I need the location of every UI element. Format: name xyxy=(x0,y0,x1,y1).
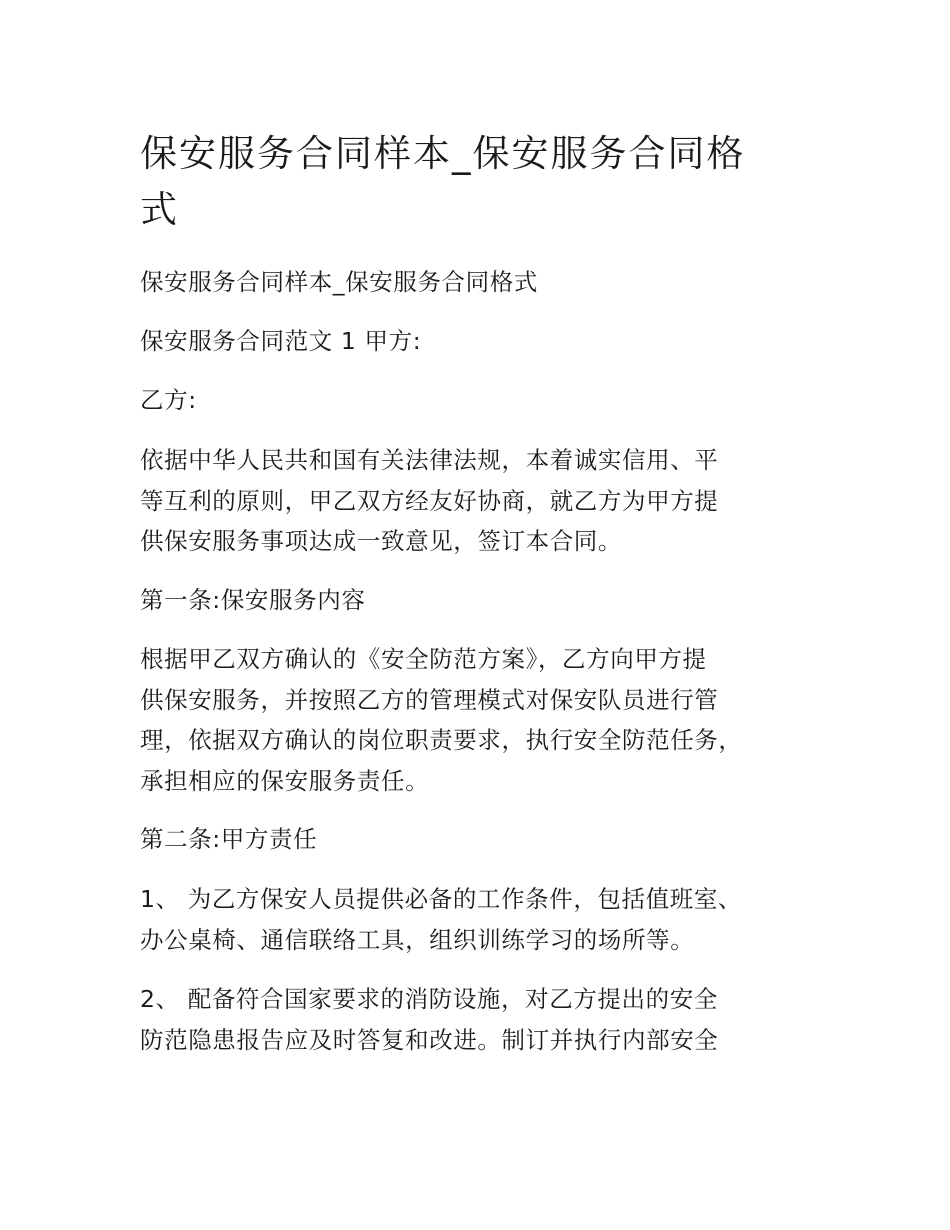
party-b-text: 乙方: xyxy=(140,386,197,414)
paragraph-line: 等互利的原则，甲乙双方经友好协商，就乙方为甲方提 xyxy=(140,486,719,515)
paragraph-line: 根据甲乙双方确认的《安全防范方案》，乙方向甲方提 xyxy=(140,645,707,673)
article1-title-text: 第一条:保安服务内容 xyxy=(140,586,366,614)
paragraph-line: 1、 为乙方保安人员提供必备的工作条件，包括值班室、 xyxy=(140,885,743,913)
title-line: 式 xyxy=(140,188,179,231)
paragraph-line: 承担相应的保安服务责任。 xyxy=(140,766,430,795)
article2-item-1 xyxy=(140,879,820,960)
article2-title-text: 第二条:甲方责任 xyxy=(140,825,318,853)
title-line: 保安服务合同样本_保安服务合同格 xyxy=(140,132,746,175)
article2-item-2 xyxy=(140,979,820,1060)
paragraph-line: 办公桌椅、通信联络工具，组织训练学习的场所等。 xyxy=(140,925,695,954)
paragraph-line: 理，依据双方确认的岗位职责要求，执行安全防范任务， xyxy=(140,726,743,754)
preamble-paragraph xyxy=(140,440,820,562)
party-b-label xyxy=(140,380,820,421)
paragraph-line: 防范隐患报告应及时答复和改进。制订并执行内部安全 xyxy=(140,1025,719,1054)
contract-heading xyxy=(140,321,820,362)
paragraph-line: 供保安服务，并按照乙方的管理模式对保安队员进行管 xyxy=(140,685,719,714)
subtitle-text: 保安服务合同样本_保安服务合同格式 xyxy=(140,268,538,296)
contract-heading-text: 保安服务合同范文 1 甲方: xyxy=(140,327,422,355)
document-title xyxy=(140,126,820,238)
article2-title xyxy=(140,819,820,860)
document-subtitle xyxy=(140,262,820,303)
paragraph-line: 供保安服务事项达成一致意见，签订本合同。 xyxy=(140,527,622,555)
paragraph-line: 2、 配备符合国家要求的消防设施，对乙方提出的安全 xyxy=(140,985,718,1013)
article1-title xyxy=(140,580,820,621)
article1-paragraph xyxy=(140,639,820,801)
paragraph-line: 依据中华人民共和国有关法律法规，本着诚实信用、平 xyxy=(140,446,719,474)
